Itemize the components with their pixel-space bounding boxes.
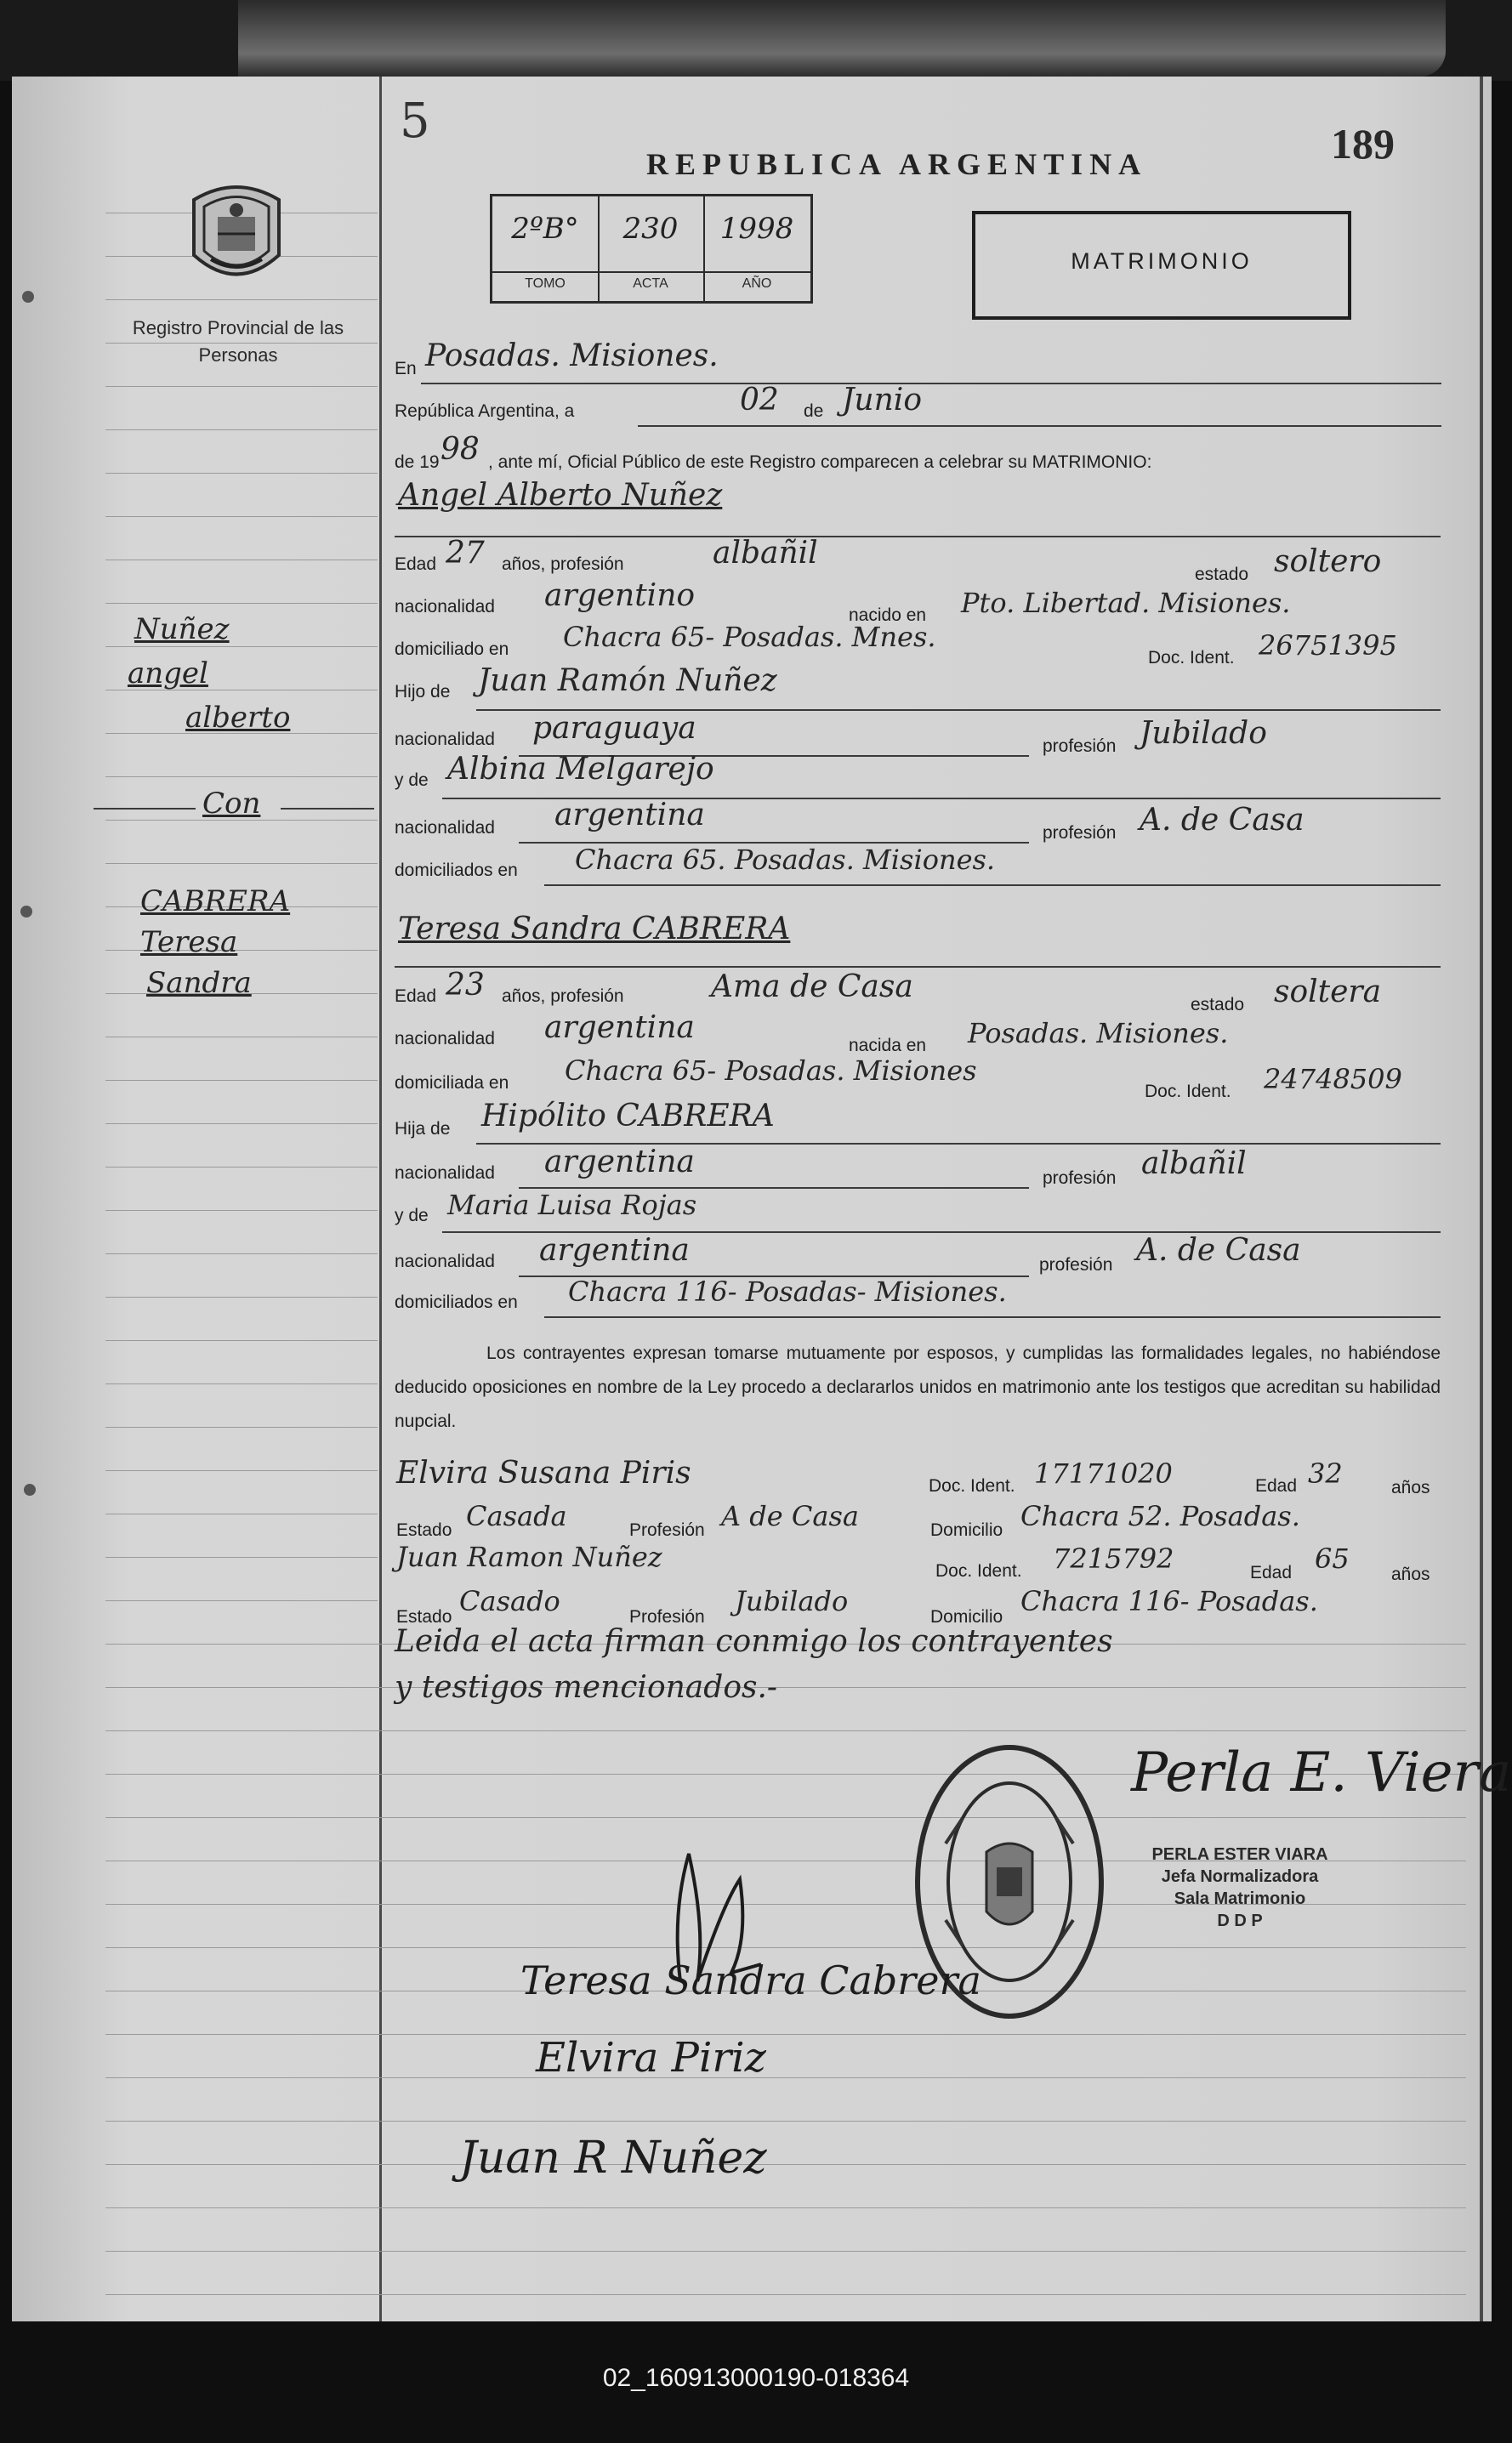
ruled-line bbox=[105, 1600, 378, 1601]
hijo-label: Hijo de bbox=[395, 682, 451, 702]
edad-label: Edad bbox=[1255, 1476, 1298, 1496]
witness2-age: 65 bbox=[1315, 1542, 1350, 1575]
nacido-label: nacido en bbox=[849, 605, 927, 625]
book-binding-top bbox=[0, 0, 1512, 81]
folio-number: 189 bbox=[1331, 120, 1395, 168]
ano-cell bbox=[703, 196, 810, 301]
groom-profession: albañil bbox=[713, 536, 818, 571]
margin-dash bbox=[94, 808, 196, 810]
bride-doc: 24748509 bbox=[1264, 1063, 1402, 1095]
bride-profession: Ama de Casa bbox=[711, 969, 913, 1004]
edad-label: Edad bbox=[1250, 1563, 1293, 1582]
witness1-age: 32 bbox=[1308, 1457, 1343, 1490]
ruled-line bbox=[105, 2121, 1466, 2122]
margin-bride-first: Teresa bbox=[140, 925, 238, 959]
book-binding-fold bbox=[238, 0, 1446, 77]
ano-value: 1998 bbox=[719, 212, 794, 246]
groom-name: Angel Alberto Nuñez bbox=[398, 478, 723, 513]
ruled-line bbox=[105, 776, 378, 777]
nacionalidad-label: nacionalidad bbox=[395, 1252, 495, 1271]
image-caption bbox=[0, 2337, 1512, 2443]
groom-father: Juan Ramón Nuñez bbox=[478, 663, 777, 698]
ano-label: AÑO bbox=[703, 271, 810, 292]
tomo-value: 2ºB° bbox=[511, 212, 579, 246]
groom-status: soltero bbox=[1274, 544, 1382, 579]
estado-label: Estado bbox=[396, 1607, 452, 1627]
ruled-line bbox=[105, 386, 378, 387]
ruled-line bbox=[105, 2294, 1466, 2295]
estado-label: estado bbox=[1191, 995, 1245, 1014]
domicilio-label: domiciliado en bbox=[395, 639, 509, 659]
ruled-line bbox=[105, 1210, 378, 1211]
ruled-line bbox=[105, 1427, 378, 1428]
binder-hole bbox=[20, 906, 32, 918]
nacionalidad-label: nacionalidad bbox=[395, 1029, 495, 1048]
anos-label: años bbox=[1391, 1565, 1430, 1584]
registry-name: Registro Provincial de las Personas bbox=[132, 317, 344, 366]
republica-label: República Argentina, a bbox=[395, 401, 575, 421]
nacionalidad-label: nacionalidad bbox=[395, 1163, 495, 1183]
underline bbox=[544, 884, 1441, 886]
underline bbox=[544, 1316, 1441, 1318]
official-block bbox=[1121, 1844, 1359, 1932]
nacionalidad-label: nacionalidad bbox=[395, 597, 495, 616]
ruled-line bbox=[105, 429, 378, 430]
domiciliados-label: domiciliados en bbox=[395, 861, 518, 880]
acta-value: 230 bbox=[622, 212, 679, 246]
ruled-line bbox=[105, 1297, 378, 1298]
groom-signature: Juan R Nuñez bbox=[459, 2133, 767, 2184]
edad-label: Edad bbox=[395, 986, 437, 1006]
mother-nationality: argentina bbox=[554, 798, 705, 832]
groom-mother: Albina Melgarejo bbox=[447, 752, 714, 787]
ruled-line bbox=[105, 2164, 1466, 2165]
margin-groom-middle: alberto bbox=[185, 701, 291, 735]
official-initials: D D P bbox=[1217, 1912, 1263, 1930]
provincial-seal-icon bbox=[185, 174, 287, 293]
bride-name: Teresa Sandra CABRERA bbox=[398, 912, 791, 946]
groom-birthplace: Pto. Libertad. Misiones. bbox=[961, 587, 1291, 619]
bride-status: soltera bbox=[1274, 974, 1382, 1009]
underline bbox=[395, 966, 1441, 968]
profesion-label: Profesión bbox=[629, 1607, 705, 1627]
officer-text: , ante mí, Oficial Público de este Registro comparecen a celebrar su MATRIMONIO: bbox=[488, 452, 1152, 472]
doc-label: Doc. Ident. bbox=[935, 1561, 1022, 1581]
reference-box bbox=[490, 194, 813, 304]
en-label: En bbox=[395, 359, 417, 378]
ruled-line bbox=[105, 1253, 378, 1254]
right-edge-line bbox=[1480, 77, 1483, 2321]
binder-hole bbox=[22, 291, 34, 303]
acta-label: ACTA bbox=[598, 271, 703, 292]
de-label: de bbox=[804, 401, 824, 421]
bride-mother-nationality: argentina bbox=[539, 1233, 690, 1268]
groom-address: Chacra 65- Posadas. Mnes. bbox=[563, 621, 936, 653]
ruled-line bbox=[105, 2077, 1466, 2078]
closing-line-2: y testigos mencionados.- bbox=[395, 1670, 778, 1705]
margin-divider bbox=[379, 77, 382, 2321]
official-dept: Sala Matrimonio bbox=[1174, 1889, 1306, 1908]
bride-parents-address: Chacra 116- Posadas- Misiones. bbox=[568, 1275, 1007, 1308]
ruled-line bbox=[105, 1470, 378, 1471]
margin-groom-first: angel bbox=[128, 656, 208, 690]
ruled-line bbox=[105, 473, 378, 474]
doc-label: Doc. Ident. bbox=[929, 1476, 1015, 1496]
bride-mother-profession: A. de Casa bbox=[1136, 1233, 1301, 1268]
certificate-type: MATRIMONIO bbox=[1071, 248, 1253, 274]
year-prefix: de 19 bbox=[395, 452, 440, 472]
country-title: REPUBLICA ARGENTINA bbox=[646, 147, 1148, 181]
groom-doc: 26751395 bbox=[1259, 629, 1397, 662]
ruled-line bbox=[105, 2251, 1466, 2252]
ruled-line bbox=[105, 2034, 1466, 2035]
ruled-line bbox=[105, 1123, 378, 1124]
ruled-line bbox=[105, 299, 378, 300]
ruled-line bbox=[105, 1687, 1466, 1688]
ruled-line bbox=[105, 1080, 378, 1081]
margin-bride-surname: CABRERA bbox=[140, 884, 291, 918]
bride-address: Chacra 65- Posadas. Misiones bbox=[565, 1054, 977, 1087]
witness2-name: Juan Ramon Nuñez bbox=[396, 1541, 662, 1573]
profesion-label: profesión bbox=[1043, 823, 1117, 843]
witness1-address: Chacra 52. Posadas. bbox=[1020, 1500, 1300, 1532]
witness1-doc: 17171020 bbox=[1034, 1457, 1173, 1490]
margin-mark: 5 bbox=[400, 94, 430, 149]
bride-nationality: argentina bbox=[544, 1010, 695, 1045]
domicilio-label: Domicilio bbox=[930, 1520, 1003, 1540]
underline bbox=[638, 425, 1441, 427]
mother-profession: A. de Casa bbox=[1140, 803, 1305, 838]
y-de-label: y de bbox=[395, 1206, 429, 1225]
bride-birthplace: Posadas. Misiones. bbox=[968, 1017, 1229, 1049]
witness2-doc: 7215792 bbox=[1053, 1542, 1174, 1575]
bride-father-profession: albañil bbox=[1141, 1146, 1247, 1181]
bride-mother: Maria Luisa Rojas bbox=[447, 1189, 697, 1221]
ruled-line bbox=[105, 646, 378, 647]
groom-age: 27 bbox=[446, 536, 485, 571]
profesion-label: profesión bbox=[1039, 1255, 1113, 1275]
ruled-line bbox=[105, 2207, 1466, 2208]
binder-hole bbox=[24, 1484, 36, 1496]
year-suffix: 98 bbox=[441, 432, 480, 467]
official-signature: Perla E. Viera bbox=[1131, 1741, 1512, 1804]
doc-label: Doc. Ident. bbox=[1148, 648, 1235, 668]
margin-dash bbox=[281, 808, 374, 810]
father-nationality: paraguaya bbox=[532, 711, 696, 746]
doc-label: Doc. Ident. bbox=[1145, 1082, 1231, 1101]
domiciliados-label: domiciliados en bbox=[395, 1293, 518, 1312]
ruled-line bbox=[105, 1557, 378, 1558]
domicilio-label: Domicilio bbox=[930, 1607, 1003, 1627]
bride-age: 23 bbox=[446, 968, 485, 1003]
underline bbox=[395, 536, 1441, 537]
edad-label: Edad bbox=[395, 554, 437, 574]
ruled-line bbox=[105, 1730, 1466, 1731]
ruled-line bbox=[105, 1383, 378, 1384]
y-de-label: y de bbox=[395, 770, 429, 790]
estado-label: estado bbox=[1195, 565, 1249, 584]
month: Junio bbox=[842, 383, 922, 418]
parents-address: Chacra 65. Posadas. Misiones. bbox=[575, 844, 996, 876]
closing-line-1: Leida el acta firman conmigo los contrayentes bbox=[395, 1624, 1113, 1659]
witness1-name: Elvira Susana Piris bbox=[396, 1456, 691, 1491]
nacionalidad-label: nacionalidad bbox=[395, 730, 495, 749]
witness1-profession: A de Casa bbox=[721, 1500, 859, 1532]
official-name: PERLA ESTER VIARA bbox=[1151, 1845, 1328, 1864]
ruled-line bbox=[105, 1340, 378, 1341]
anos-label: años, profesión bbox=[502, 554, 624, 574]
margin-bride-middle: Sandra bbox=[146, 966, 252, 1000]
anos-label: años, profesión bbox=[502, 986, 624, 1006]
ruled-line bbox=[105, 1167, 378, 1168]
bride-signature: Teresa Sandra Cabrera bbox=[520, 1957, 981, 2003]
father-profession: Jubilado bbox=[1140, 716, 1267, 751]
witness-signature: Elvira Piriz bbox=[536, 2034, 766, 2082]
official-role: Jefa Normalizadora bbox=[1161, 1867, 1319, 1886]
place: Posadas. Misiones. bbox=[425, 338, 719, 373]
ruled-line bbox=[105, 863, 378, 864]
caption-text: 02_160913000190-018364 bbox=[602, 2364, 910, 2392]
witness1-status: Casada bbox=[466, 1500, 567, 1532]
profesion-label: Profesión bbox=[629, 1520, 705, 1540]
underline bbox=[421, 383, 1441, 384]
witness2-address: Chacra 116- Posadas. bbox=[1020, 1585, 1318, 1617]
domicilio-label: domiciliada en bbox=[395, 1073, 509, 1093]
ruled-line bbox=[105, 1947, 1466, 1948]
profesion-label: profesión bbox=[1043, 1168, 1117, 1188]
tomo-label: TOMO bbox=[492, 271, 598, 292]
day: 02 bbox=[740, 383, 779, 418]
profesion-label: profesión bbox=[1043, 736, 1117, 756]
acta-cell bbox=[598, 196, 705, 301]
ruled-line bbox=[105, 603, 378, 604]
groom-nationality: argentino bbox=[544, 578, 696, 613]
certificate-type-box bbox=[972, 211, 1351, 320]
margin-con: Con bbox=[202, 787, 261, 821]
estado-label: Estado bbox=[396, 1520, 452, 1540]
nacida-label: nacida en bbox=[849, 1036, 927, 1055]
tomo-cell bbox=[492, 196, 600, 301]
bride-father: Hipólito CABRERA bbox=[481, 1099, 775, 1133]
witness2-profession: Jubilado bbox=[735, 1585, 849, 1617]
hija-label: Hija de bbox=[395, 1119, 451, 1139]
witness2-status: Casado bbox=[459, 1585, 560, 1617]
nacionalidad-label: nacionalidad bbox=[395, 818, 495, 838]
ruled-line bbox=[105, 516, 378, 517]
anos-label: años bbox=[1391, 1478, 1430, 1497]
bride-father-nationality: argentina bbox=[544, 1145, 695, 1179]
margin-groom-surname: Nuñez bbox=[134, 612, 230, 646]
declaration-text: Los contrayentes expresan tomarse mutuamente por esposos, y cumplidas las formalidades legales, no habiéndose deducido oposiciones en nombre de la Ley procedo a declararlos unidos en matrimonio ante los testigos que acreditan su habilidad nupcial. bbox=[395, 1344, 1441, 1431]
ruled-line bbox=[105, 1817, 1466, 1818]
